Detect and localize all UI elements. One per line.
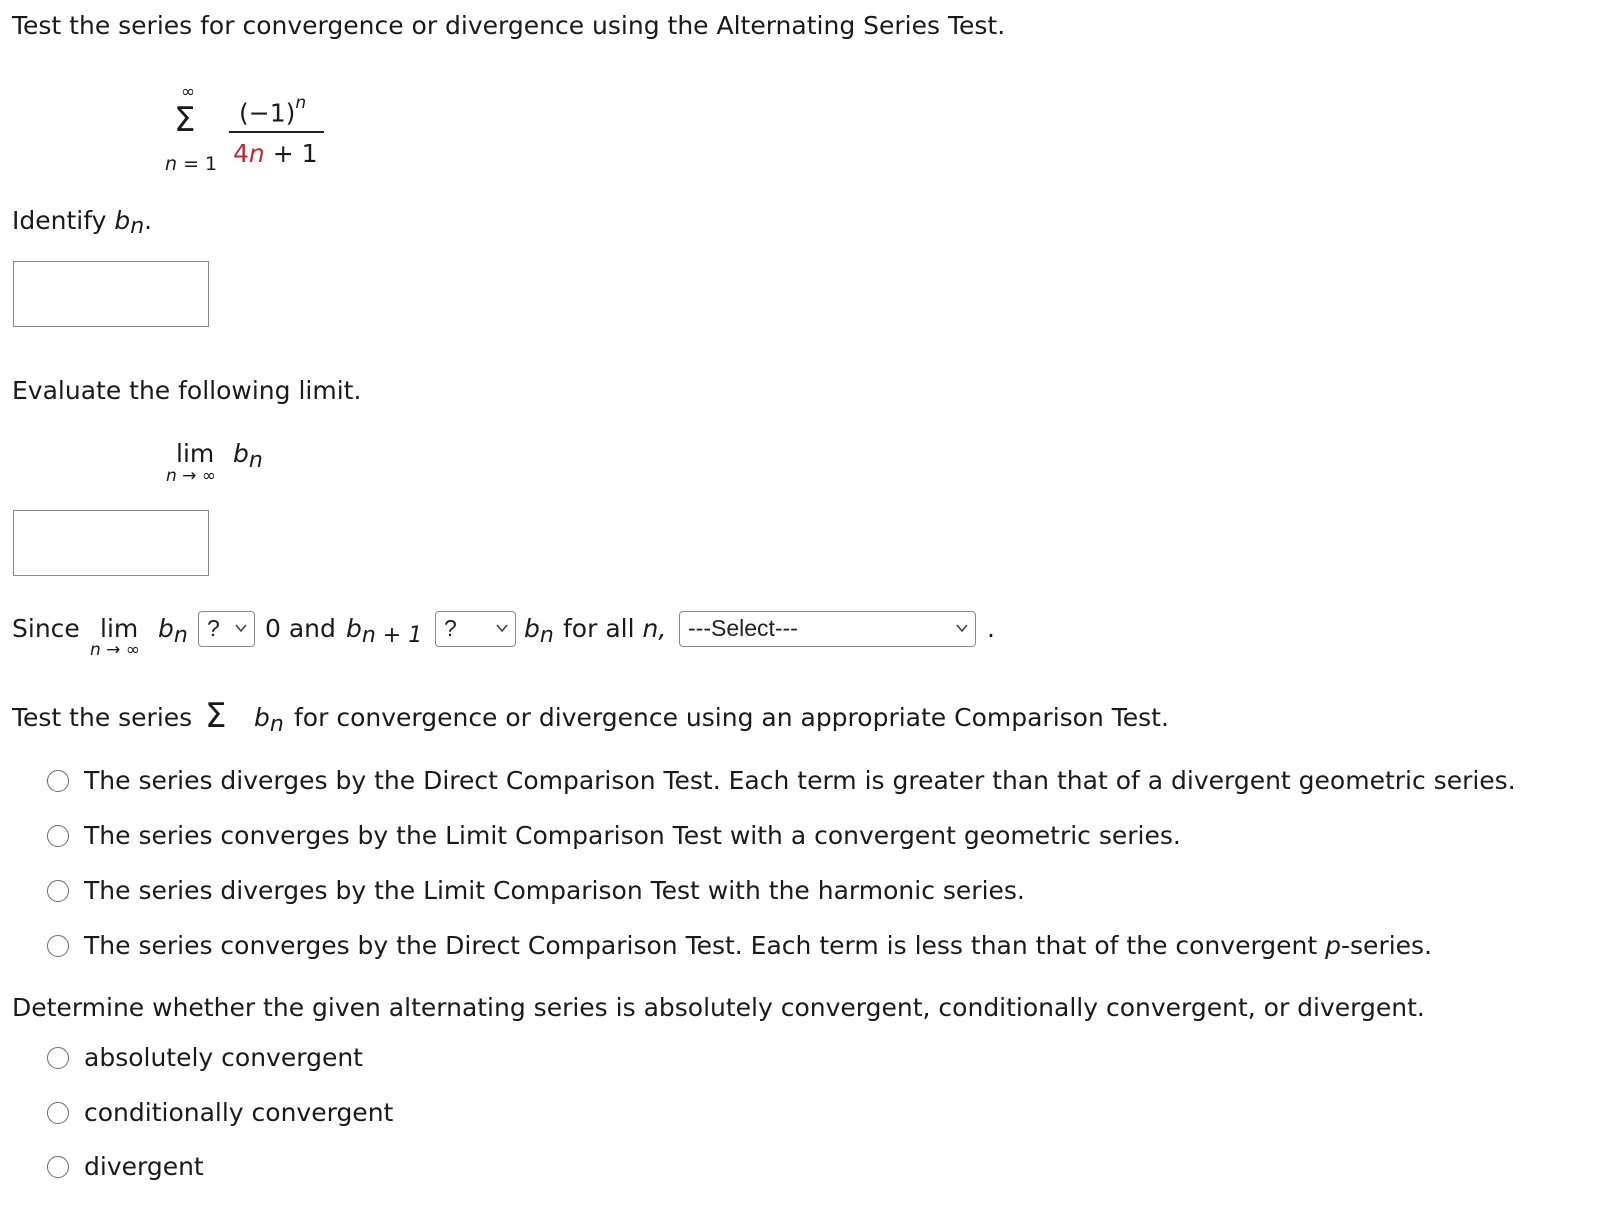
comparison-option-2-label[interactable]: The series converges by the Limit Comparison Test with a convergent geometric series. (84, 821, 1181, 850)
conditionally-convergent-radio[interactable] (47, 1102, 69, 1124)
series-denominator: 4n + 1 (233, 139, 318, 168)
conditionally-convergent-label[interactable]: conditionally convergent (84, 1098, 394, 1127)
sigma-symbol: Σ (174, 100, 196, 140)
for-all-n-text: for all n, (563, 614, 667, 643)
limit-comparison-select[interactable]: ? (198, 611, 255, 647)
since-bn: $b_n$ (158, 614, 188, 648)
fraction-bar (229, 131, 324, 133)
bn-answer-input[interactable] (13, 261, 209, 327)
comparison-bn: $b_n$ (254, 703, 284, 737)
limit-lim: lim (176, 439, 215, 468)
since-prefix: Since (12, 614, 80, 643)
limit-subscript: n → ∞ (166, 466, 216, 486)
sequence-comparison-select[interactable]: ? (435, 611, 516, 647)
divergent-radio[interactable] (47, 1156, 69, 1178)
zero-and-text: 0 and (265, 614, 336, 643)
limit-answer-input[interactable] (13, 510, 209, 576)
evaluate-label: Evaluate the following limit. (12, 376, 362, 405)
chevron-down-icon (233, 620, 249, 636)
comparison-option-1-radio[interactable] (47, 770, 69, 792)
comparison-option-4-radio[interactable] (47, 935, 69, 957)
comparison-option-2-radio[interactable] (47, 825, 69, 847)
limit-bn: $b_n$ (233, 439, 263, 473)
comparison-suffix: for convergence or divergence using an appropriate Comparison Test. (294, 703, 1169, 732)
sigma-lower-limit: n = 1 (165, 153, 218, 175)
conclusion-select[interactable]: ---Select--- (679, 611, 976, 647)
absolutely-convergent-radio[interactable] (47, 1047, 69, 1069)
absolutely-convergent-label[interactable]: absolutely convergent (84, 1043, 363, 1072)
since-period: . (987, 614, 995, 643)
chevron-down-icon (954, 620, 970, 636)
question-intro: Test the series for convergence or divergence using the Alternating Series Test. (12, 11, 1006, 40)
comparison-prefix: Test the series (12, 703, 193, 732)
divergent-label[interactable]: divergent (84, 1152, 204, 1181)
sigma-upper-limit: ∞ (181, 82, 196, 102)
identify-label: Identify $b_n$. (12, 206, 153, 239)
determine-label: Determine whether the given alternating series is absolutely convergent, conditionally convergent, or divergent. (12, 993, 1425, 1022)
since-bn-2: $b_n$ (524, 614, 554, 648)
comparison-option-3-radio[interactable] (47, 880, 69, 902)
since-bn-plus-1: $b_{n + 1}$ (346, 614, 423, 648)
series-numerator: $(-1)^n$ (239, 93, 307, 128)
comparison-option-1-label[interactable]: The series diverges by the Direct Comparison Test. Each term is greater than that of a divergent geometric series. (84, 766, 1516, 795)
comparison-option-3-label[interactable]: The series diverges by the Limit Comparison Test with the harmonic series. (84, 876, 1025, 905)
since-lim: lim (100, 614, 139, 643)
since-lim-subscript: n → ∞ (90, 640, 140, 660)
comparison-option-4-label[interactable]: The series converges by the Direct Comparison Test. Each term is less than that of the convergent p-series. (84, 931, 1433, 960)
chevron-down-icon (494, 620, 510, 636)
comparison-sigma: Σ (205, 696, 227, 736)
